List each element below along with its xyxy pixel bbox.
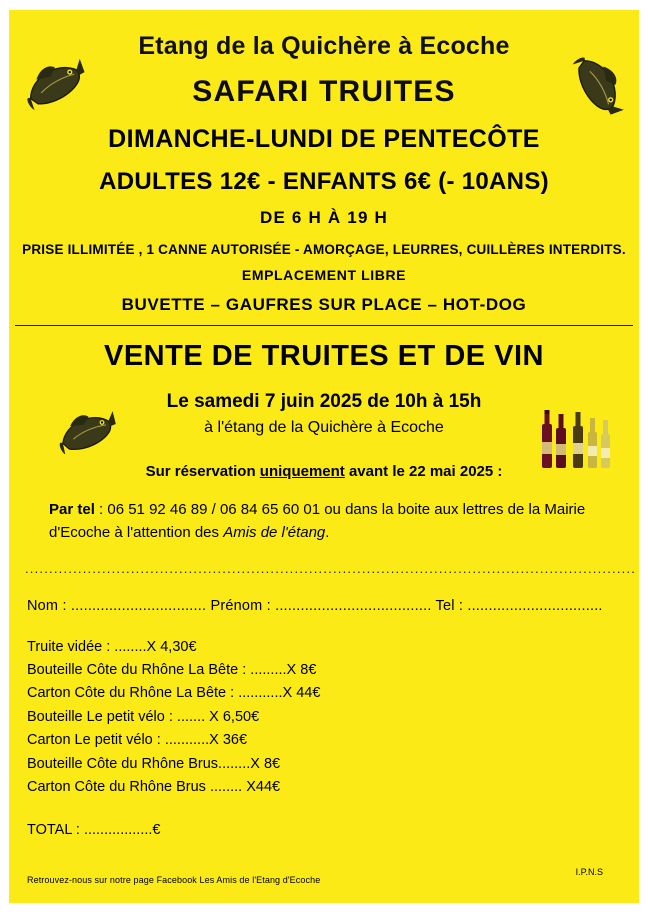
page-edge-top xyxy=(0,0,648,10)
list-item: Bouteille Côte du Rhône Brus........X 8€ xyxy=(27,755,281,772)
fish-icon xyxy=(561,50,631,120)
total-line: TOTAL : .................€ xyxy=(27,821,161,838)
divider xyxy=(15,325,633,326)
contact-italic: Amis de l'étang xyxy=(223,524,326,542)
list-item: Carton Le petit vélo : ...........X 36€ xyxy=(27,732,248,749)
fish-icon xyxy=(53,402,119,464)
list-item: Carton Côte du Rhône La Bête : ...........X 44€ xyxy=(27,685,321,702)
list-item: Bouteille Le petit vélo : ....... X 6,50€ xyxy=(27,708,260,725)
reservation-prefix: Sur réservation xyxy=(145,463,260,480)
sale-place: à l'étang de la Quichère à Ecoche xyxy=(204,419,444,436)
fish-icon xyxy=(19,52,89,118)
page-edge-right xyxy=(639,0,648,917)
poster-content xyxy=(9,10,639,903)
event-buvette: BUVETTE – GAUFRES SUR PLACE – HOT-DOG xyxy=(121,295,527,314)
list-item: Carton Côte du Rhône Brus ........ X44€ xyxy=(27,779,281,796)
event-hours: DE 6 H À 19 H xyxy=(259,208,389,227)
form-fields-line: Nom : ................................ Prénom : ..................................... Tel : ................................ xyxy=(27,597,603,614)
list-item: Truite vidée : ........X 4,30€ xyxy=(27,638,197,655)
reservation-suffix: avant le 22 mai 2025 : xyxy=(344,463,503,480)
reservation-underlined: uniquement xyxy=(259,463,345,480)
event-days: DIMANCHE-LUNDI DE PENTECÔTE xyxy=(108,125,540,153)
list-item: Bouteille Côte du Rhône La Bête : .........X 8€ xyxy=(27,661,317,678)
event-heading: SAFARI TRUITES xyxy=(192,75,456,108)
sale-date: Le samedi 7 juin 2025 de 10h à 15h xyxy=(166,391,482,412)
page-edge-left xyxy=(0,0,9,917)
contact-info xyxy=(9,498,639,545)
contact-label: Par tel xyxy=(49,501,95,518)
wine-bottles-icon xyxy=(537,408,617,470)
footer-facebook-note: Retrouvez-nous sur notre page Facebook Les Amis de l'Etang d'Ecoche xyxy=(27,875,321,885)
order-list xyxy=(9,636,639,800)
sale-heading: VENTE DE TRUITES ET DE VIN xyxy=(104,340,544,372)
page-edge-bottom xyxy=(0,903,648,917)
event-emplacement: EMPLACEMENT LIBRE xyxy=(241,267,407,283)
dotted-separator: ............................................................................................................................... xyxy=(25,560,637,576)
ipns-note: I.P.N.S xyxy=(575,867,603,877)
page-title: Etang de la Quichère à Ecoche xyxy=(138,32,510,60)
contact-end: . xyxy=(325,524,330,542)
event-prices: ADULTES 12€ - ENFANTS 6€ (- 10ANS) xyxy=(99,168,549,195)
contact-text: : 06 51 92 46 89 / 06 84 65 60 01 ou dans la boite aux lettres de la Mairie d'Ecoche à l'attention des xyxy=(49,501,586,542)
event-rules: PRISE ILLIMITÉE , 1 CANNE AUTORISÉE - AMORÇAGE, LEURRES, CUILLÈRES INTERDITS. xyxy=(22,242,626,257)
